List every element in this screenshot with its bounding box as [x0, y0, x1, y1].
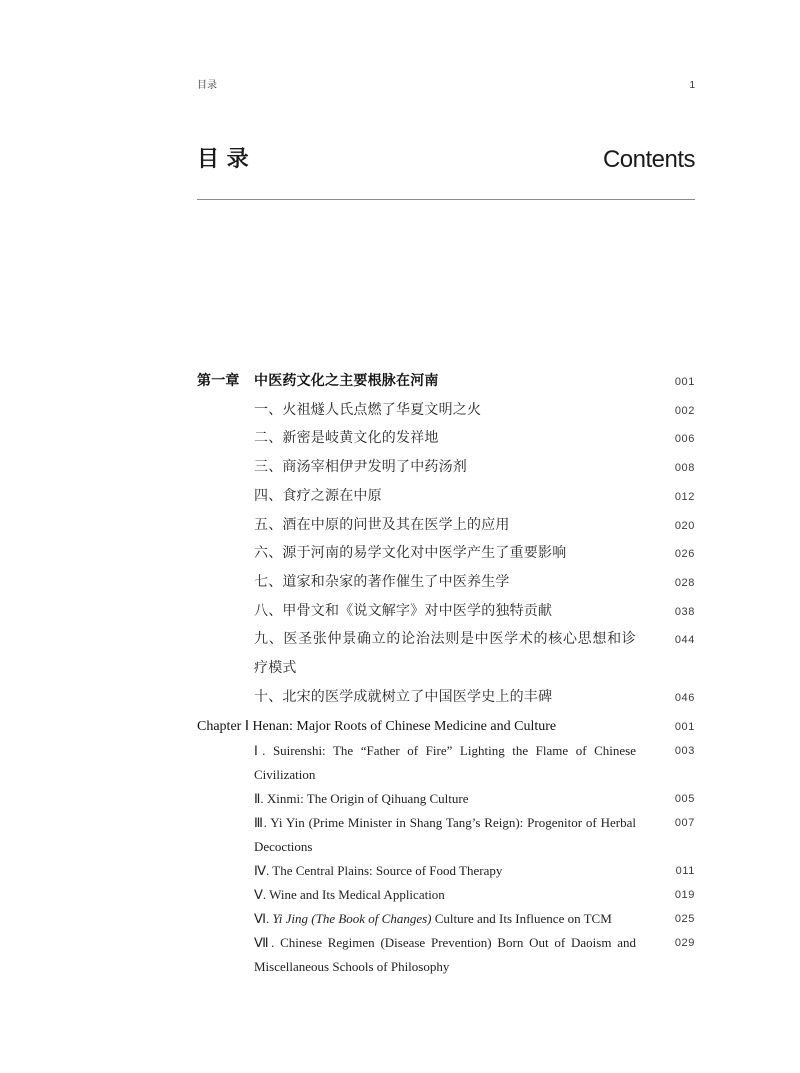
section-title-line — [254, 907, 636, 931]
section-title-line: 九、医圣张仲景确立的论治法则是中医学术的核心思想和诊 — [254, 632, 636, 648]
section-title-line: 疗模式 — [254, 661, 297, 677]
page-title — [197, 145, 695, 175]
chapter-entry-zh — [197, 368, 695, 397]
page-number: 038 — [674, 605, 695, 618]
chapter-entry-en — [197, 715, 695, 739]
page-title-en: Contents — [602, 146, 695, 173]
section-entry — [197, 512, 695, 541]
section-title-line: Ⅴ. Wine and Its Medical Application — [254, 887, 445, 902]
section-entry — [197, 425, 695, 454]
section-entry — [197, 397, 695, 426]
section-entry — [197, 811, 695, 859]
section-entry — [197, 598, 695, 627]
section-entry — [197, 483, 695, 512]
page-number: 008 — [674, 462, 695, 475]
section-title-line: 四、食疗之源在中原 — [254, 488, 382, 504]
section-entry — [197, 787, 695, 811]
page-number: 005 — [674, 793, 695, 805]
page-number: 001 — [674, 376, 695, 388]
page-number: 001 — [674, 721, 695, 733]
section-title-line: 七、道家和杂家的著作催生了中医养生学 — [254, 574, 510, 590]
section-title-line: 十、北宋的医学成就树立了中国医学史上的丰碑 — [254, 689, 553, 705]
page-number: 029 — [674, 937, 695, 949]
section-entry — [197, 626, 695, 683]
section-title-line: 八、甲骨文和《说文解字》对中医学的独特贡献 — [254, 603, 553, 619]
section-title-line: 三、商汤宰相伊尹发明了中药汤剂 — [254, 460, 467, 476]
toc-english — [197, 715, 695, 979]
section-title-line: Ⅰ. Suirenshi: The “Father of Fire” Lighting the Flame of Chinese — [254, 743, 636, 758]
section-title-line: 二、新密是岐黄文化的发祥地 — [254, 431, 439, 447]
chapter-title: Chapter Ⅰ Henan: Major Roots of Chinese Medicine and Culture — [197, 719, 557, 734]
page-number: 019 — [674, 889, 695, 901]
page-title-zh: 目 录 — [197, 147, 249, 172]
toc-chinese — [197, 368, 695, 712]
page-number: 044 — [674, 634, 695, 647]
section-title-line: Miscellaneous Schools of Philosophy — [254, 959, 450, 974]
section-title-line: Ⅳ. The Central Plains: Source of Food Therapy — [254, 863, 503, 878]
page-number: 002 — [674, 404, 695, 417]
section-entry — [197, 931, 695, 979]
section-italic-title: Yi Jing (The Book of Changes) — [272, 911, 432, 926]
folio: 1 — [689, 80, 695, 91]
chapter-title: 中医药文化之主要根脉在河南 — [254, 374, 439, 389]
title-divider — [197, 199, 695, 200]
section-title-line: 一、火祖燧人氏点燃了华夏文明之火 — [254, 402, 482, 418]
section-entry — [197, 859, 695, 883]
section-title-line: Ⅲ. Yi Yin (Prime Minister in Shang Tang’s Reign): Progenitor of Herbal — [254, 815, 636, 830]
page-number: 006 — [674, 433, 695, 446]
section-title-line: Decoctions — [254, 839, 313, 854]
page-number: 012 — [674, 490, 695, 503]
section-title-line: Civilization — [254, 767, 316, 782]
section-title-line: 六、源于河南的易学文化对中医学产生了重要影响 — [254, 546, 567, 562]
page-number: 020 — [674, 519, 695, 532]
page-number: 007 — [674, 817, 695, 829]
section-title-line: 五、酒在中原的问世及其在医学上的应用 — [254, 517, 510, 533]
page-number: 028 — [674, 576, 695, 589]
running-header — [197, 80, 695, 92]
page-number: 025 — [674, 913, 695, 925]
section-entry — [197, 684, 695, 713]
page-number: 046 — [674, 691, 695, 704]
section-title-line: Ⅶ. Chinese Regimen (Disease Prevention) Born Out of Daoism and — [254, 935, 636, 950]
section-entry — [197, 739, 695, 787]
section-title-line: Ⅱ. Xinmi: The Origin of Qihuang Culture — [254, 791, 469, 806]
page-number: 011 — [675, 865, 695, 877]
section-entry — [197, 569, 695, 598]
section-entry — [197, 454, 695, 483]
section-title-rest: Culture and Its Influence on TCM — [431, 911, 612, 926]
running-title: 目录 — [197, 80, 217, 91]
section-entry — [197, 883, 695, 907]
section-entry — [197, 907, 695, 931]
page-number: 026 — [674, 548, 695, 561]
section-entry — [197, 540, 695, 569]
page-number: 003 — [674, 745, 695, 757]
section-numeral: Ⅵ. — [254, 911, 273, 926]
chapter-label: 第一章 — [197, 374, 240, 389]
